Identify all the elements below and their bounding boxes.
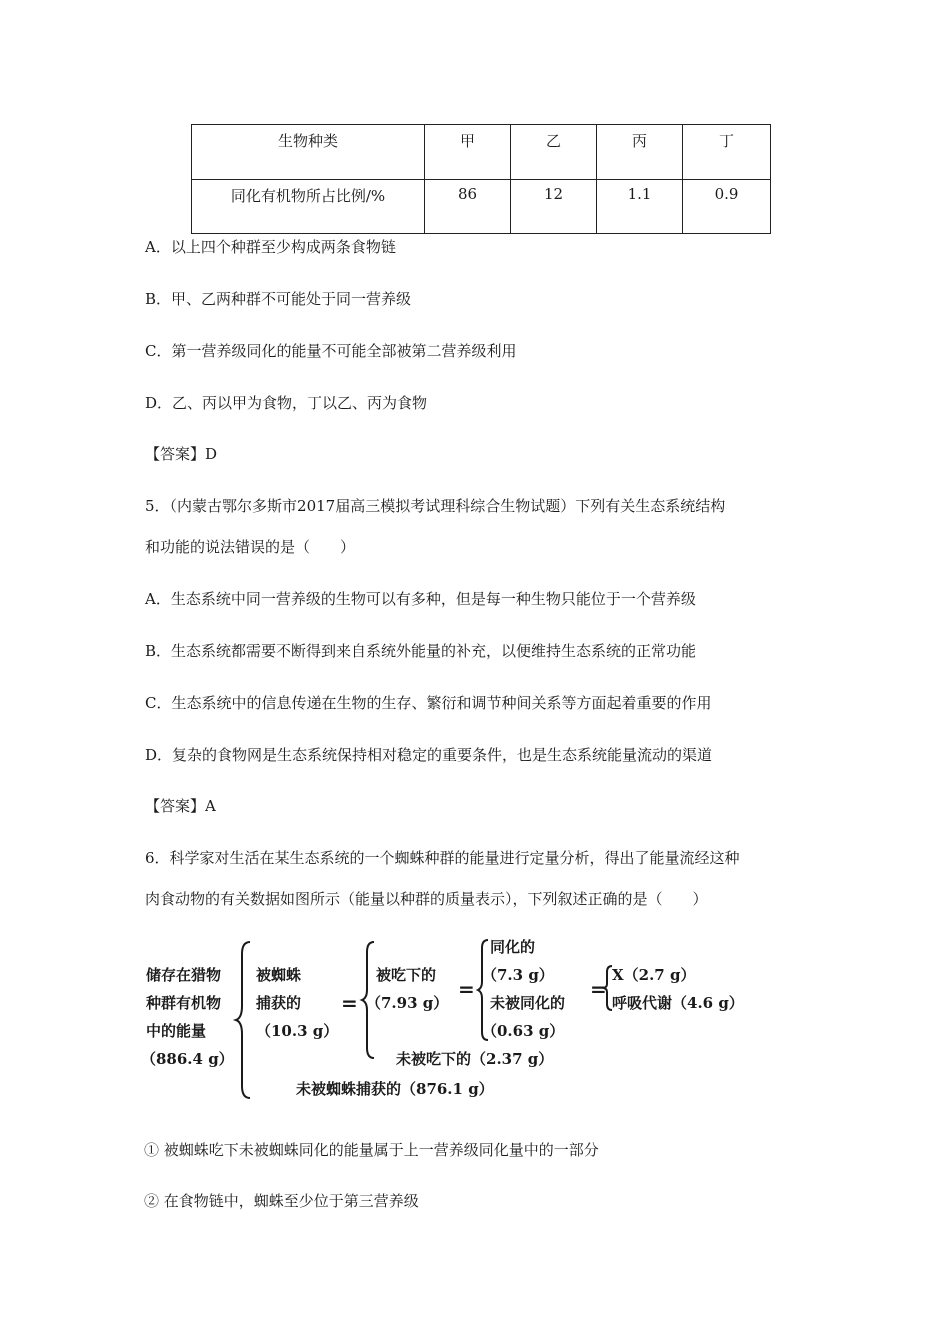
table-header-row (192, 125, 771, 180)
q4-option-b: B．甲、乙两种群不可能处于同一营养级 (145, 290, 412, 308)
table-row (192, 180, 771, 234)
q6-stem-line1: 6．科学家对生活在某生态系统的一个蜘蛛种群的能量进行定量分析，得出了能量流经这种 (145, 849, 740, 867)
equals-sign: = (458, 977, 475, 1001)
diagram-root-value: （886.4 g） (141, 1050, 234, 1068)
diagram-captured-line1: 被蜘蛛 (256, 966, 302, 984)
q6-statement-1: ① 被蜘蛛吃下未被蜘蛛同化的能量属于上一营养级同化量中的一部分 (144, 1141, 599, 1159)
q5-option-b: B．生态系统都需要不断得到来自系统外能量的补充，以便维持生态系统的正常功能 (145, 642, 697, 660)
q5-option-a: A．生态系统中同一营养级的生物可以有多种，但是每一种生物只能位于一个营养级 (145, 590, 696, 608)
table-header-cell: 乙 (511, 125, 597, 180)
table-cell: 0.9 (683, 180, 771, 234)
diagram-not-captured: 未被蜘蛛捕获的（876.1 g） (296, 1080, 494, 1098)
table-cell: 12 (511, 180, 597, 234)
diagram-respiration: 呼吸代谢（4.6 g） (612, 994, 744, 1012)
diagram-not-assimilated-value: （0.63 g） (482, 1022, 565, 1040)
q5-option-d: D．复杂的食物网是生态系统保持相对稳定的重要条件，也是生态系统能量流动的渠道 (145, 746, 713, 764)
equals-sign: = (590, 977, 607, 1001)
diagram-not-eaten: 未被吃下的（2.37 g） (396, 1050, 554, 1068)
q4-option-c: C．第一营养级同化的能量不可能全部被第二营养级利用 (145, 342, 517, 360)
q5-stem-line1: 5．（内蒙古鄂尔多斯市2017届高三模拟考试理科综合生物试题）下列有关生态系统结构 (145, 497, 726, 515)
table-header-cell: 生物种类 (192, 125, 425, 180)
diagram-captured-value: （10.3 g） (256, 1022, 339, 1040)
diagram-assimilated-label: 同化的 (490, 938, 536, 956)
q4-option-d: D．乙、丙以甲为食物，丁以乙、丙为食物 (145, 394, 428, 412)
table-cell: 1.1 (597, 180, 683, 234)
q5-answer: 【答案】A (145, 797, 216, 815)
q5-option-c: C．生态系统中的信息传递在生物的生存、繁衍和调节种间关系等方面起着重要的作用 (145, 694, 712, 712)
diagram-assimilated-value: （7.3 g） (482, 966, 554, 984)
diagram-not-assimilated-label: 未被同化的 (490, 994, 566, 1012)
q4-option-a: A．以上四个种群至少构成两条食物链 (145, 238, 396, 256)
table-header-cell: 丙 (597, 125, 683, 180)
table-header-cell: 丁 (683, 125, 771, 180)
q4-answer: 【答案】D (145, 445, 218, 463)
diagram-eaten-value: （7.93 g） (366, 994, 449, 1012)
table-cell: 86 (425, 180, 511, 234)
diagram-captured-line2: 捕获的 (256, 994, 302, 1012)
q6-stem-line2: 肉食动物的有关数据如图所示（能量以种群的质量表示），下列叙述正确的是（ ） (145, 890, 708, 908)
q5-stem-line2: 和功能的说法错误的是（ ） (145, 538, 356, 556)
table-cell: 同化有机物所占比例/% (192, 180, 425, 234)
equals-sign: = (341, 991, 358, 1015)
diagram-root-line2: 种群有机物 (146, 994, 222, 1012)
brace-large (234, 940, 254, 1100)
data-table (191, 124, 771, 234)
table-header-cell: 甲 (425, 125, 511, 180)
diagram-x-value: X（2.7 g） (612, 966, 696, 984)
q6-statement-2: ② 在食物链中，蜘蛛至少位于第三营养级 (144, 1192, 419, 1210)
diagram-eaten-label: 被吃下的 (376, 966, 437, 984)
diagram-root-line1: 储存在猎物 (146, 966, 222, 984)
diagram-root-line3: 中的能量 (146, 1022, 207, 1040)
